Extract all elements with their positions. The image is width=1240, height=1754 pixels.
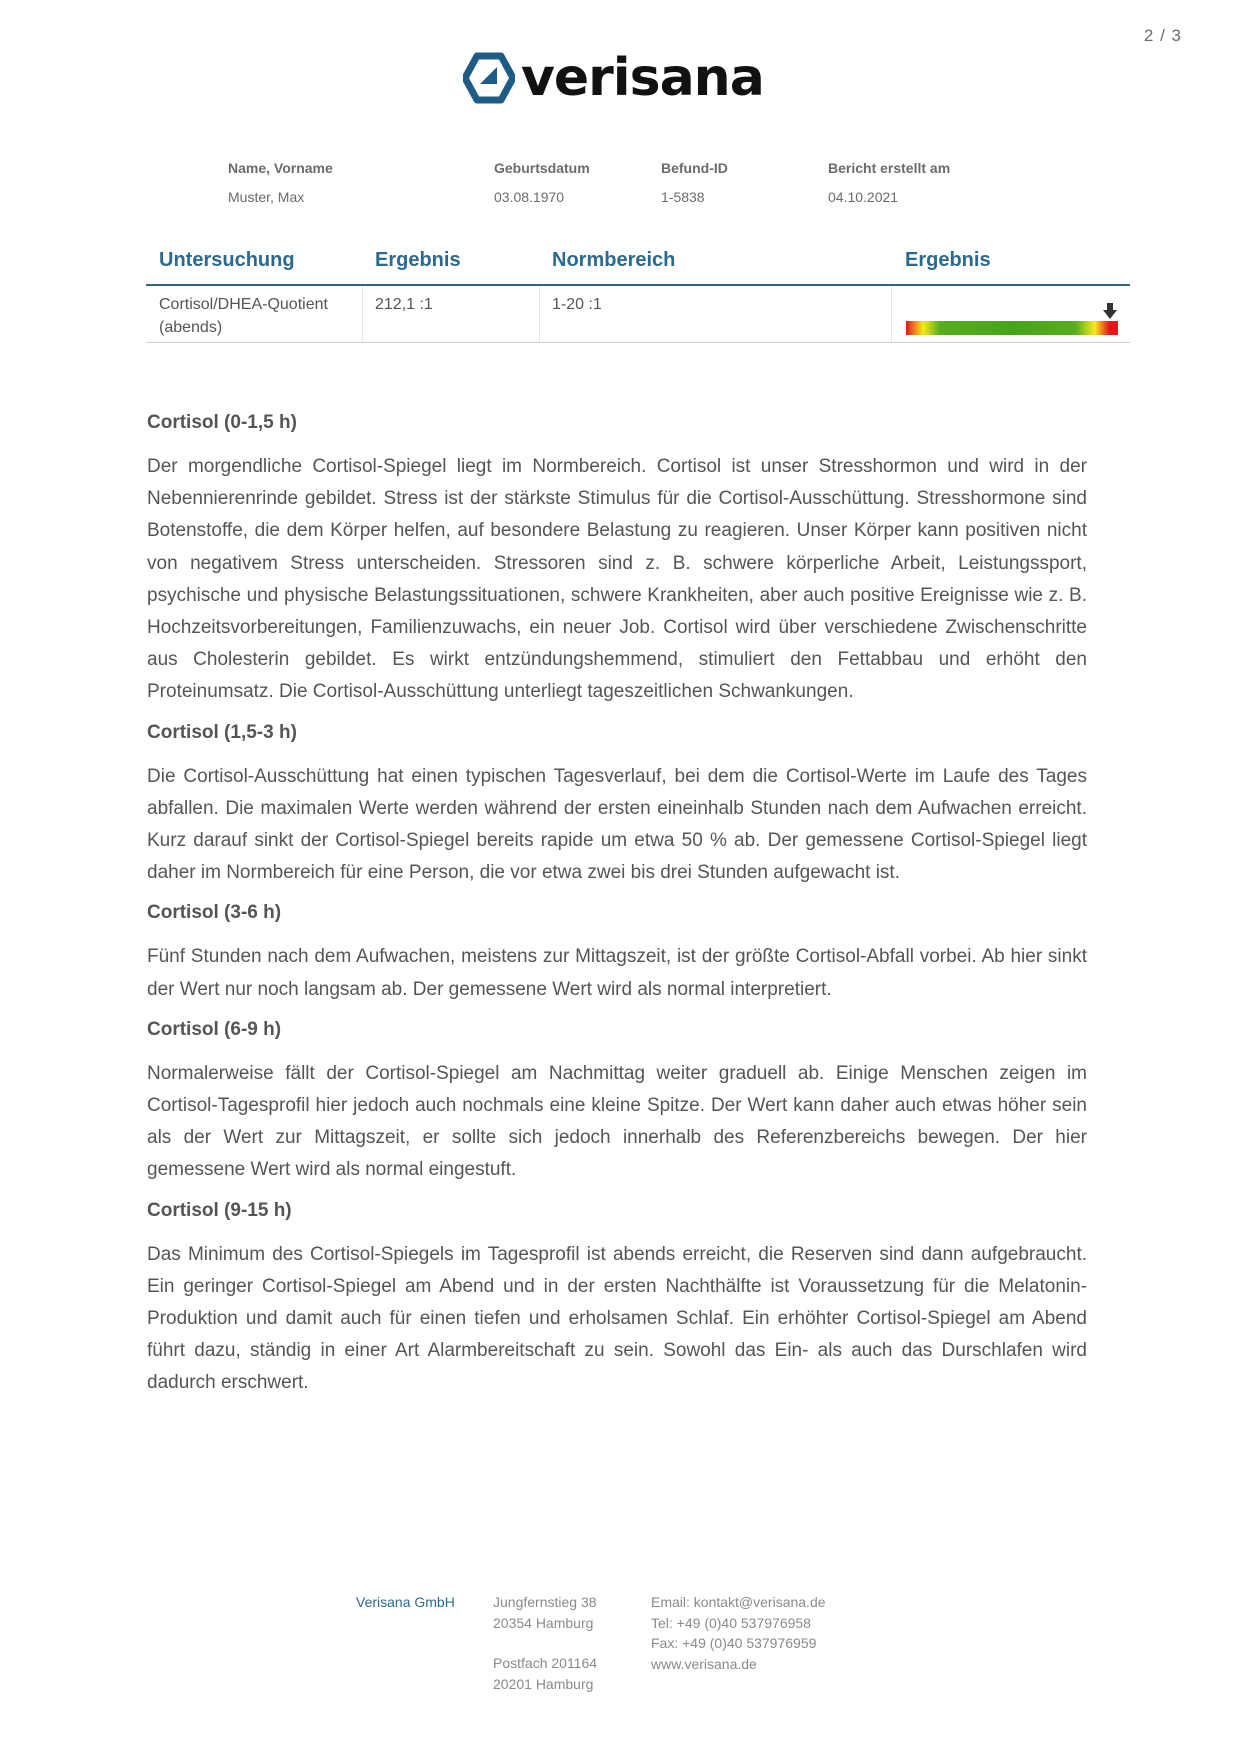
report-id-value: 1-5838 bbox=[661, 189, 705, 205]
section-title: Cortisol (9-15 h) bbox=[147, 1199, 292, 1221]
result-gauge-bar bbox=[906, 321, 1118, 335]
header-result: Ergebnis bbox=[375, 249, 461, 271]
header-reference-range: Normbereich bbox=[552, 249, 676, 271]
name-label: Name, Vorname bbox=[228, 160, 333, 176]
findings-text bbox=[147, 410, 1087, 1411]
footer-street: Jungfernstieg 38 bbox=[493, 1594, 597, 1610]
column-divider bbox=[539, 286, 540, 342]
dob-value: 03.08.1970 bbox=[494, 189, 565, 205]
report-id-field bbox=[661, 160, 728, 205]
verisana-logo bbox=[463, 48, 764, 108]
result-value: 212,1 :1 bbox=[375, 296, 433, 313]
logo-wordmark: verisana bbox=[521, 48, 764, 108]
section-title: Cortisol (3-6 h) bbox=[147, 902, 282, 924]
section-text: Das Minimum des Cortisol-Spiegels im Tagesprofil ist abends erreicht, die Reserven sind dann aufgebraucht. Ein geringer Cortisol-Spiegel am Abend und in der ersten Nachthälfte ist Voraussetzung für die Melatonin-Produktion und damit auch für einen tiefen und erholsamen Schlaf. Ein erhöhter Cortisol-Spiegel am Abend führt dazu, ständig in einer Art Alarmbereitschaft zu sein. Sowohl das Ein- als auch das Durschlafen wird dadurch erschwert. bbox=[147, 1243, 1087, 1394]
section-text: Fünf Stunden nach dem Aufwachen, meistens zur Mittagszeit, ist der größte Cortisol-Abfall vorbei. Ab hier sinkt der Wert nur noch langsam ab. Der gemessene Wert wird als normal interpretiert. bbox=[147, 946, 1087, 1000]
section-title: Cortisol (6-9 h) bbox=[147, 1018, 282, 1040]
footer-postbox-number: Postfach 201164 bbox=[493, 1655, 598, 1671]
footer-postbox-city: 20201 Hamburg bbox=[493, 1675, 594, 1692]
name-value: Muster, Max bbox=[228, 189, 305, 205]
table-row bbox=[146, 286, 1130, 343]
created-date-value: 04.10.2021 bbox=[828, 189, 899, 205]
header-result-gauge: Ergebnis bbox=[905, 249, 991, 271]
footer-fax: Fax: +49 (0)40 537976959 bbox=[651, 1635, 817, 1651]
test-name-detail: (abends) bbox=[159, 319, 223, 336]
report-id-label: Befund-ID bbox=[661, 160, 728, 176]
header-test: Untersuchung bbox=[159, 249, 295, 271]
reference-range-value: 1-20 :1 bbox=[552, 296, 602, 313]
page-number: 2 / 3 bbox=[1143, 26, 1182, 45]
test-name-cell bbox=[159, 293, 328, 339]
section-text: Der morgendliche Cortisol-Spiegel liegt im Normbereich. Cortisol ist unser Stresshormon und wird in der Nebennierenrinde gebildet. Stress ist der stärkste Stimulus für die Cortisol-Ausschüttung. Stresshormone sind Botenstoffe, die dem Körper helfen, auf besondere Belastung zu reagieren. Unser Körper kann positiven nicht von negativem Stress unterscheiden. Stressoren sind z. B. schwere körperliche Arbeit, Leistungssport, psychische und physische Belastungssituationen, schwere Krankheiten, aber auch positive Ereignisse wie z. B. Hochzeitsvorbereitungen, Familienzuwachs, ein neuer Job. Cortisol wird über verschiedene Zwischenschritte aus Cholesterin gebildet. Es wirkt entzündungshemmend, stimuliert den Fettabbau und erhöht den Proteinumsatz. Die Cortisol-Ausschüttung unterliegt tageszeitlichen Schwankungen. bbox=[147, 456, 1087, 703]
footer-email[interactable]: Email: kontakt@verisana.de bbox=[651, 1594, 826, 1610]
patient-info bbox=[0, 160, 1240, 220]
footer-website[interactable]: www.verisana.de bbox=[651, 1655, 757, 1672]
name-field bbox=[228, 160, 333, 205]
dob-label: Geburtsdatum bbox=[494, 160, 590, 176]
down-arrow-icon bbox=[1103, 303, 1117, 319]
created-date-label: Bericht erstellt am bbox=[828, 160, 951, 176]
column-divider bbox=[362, 286, 363, 342]
section-text: Normalerweise fällt der Cortisol-Spiegel am Nachmittag weiter graduell ab. Einige Menschen zeigen im Cortisol-Tagesprofil hier jedoch auch nochmals eine kleine Spitze. Der Wert kann daher auch etwas höher sein als der Wert zur Mittagszeit, er sollte sich jedoch innerhalb des Referenzbereichs bewegen. Der hier gemessene Wert wird als normal eingestuft. bbox=[147, 1062, 1087, 1181]
footer-postbox bbox=[493, 1653, 597, 1694]
section-title: Cortisol (0-1,5 h) bbox=[147, 412, 297, 433]
column-divider bbox=[891, 286, 892, 342]
footer-address bbox=[493, 1592, 597, 1633]
test-name: Cortisol/DHEA-Quotient bbox=[159, 296, 328, 313]
section-text: Die Cortisol-Ausschüttung hat einen typischen Tagesverlauf, bei dem die Cortisol-Werte im Laufe des Tages abfallen. Die maximalen Werte werden während der ersten eineinhalb Stunden nach dem Aufwachen erreicht. Kurz darauf sinkt der Cortisol-Spiegel bereits rapide um etwa 50 % ab. Der gemessene Cortisol-Spiegel liegt daher im Normbereich für eine Person, die vor etwa zwei bis drei Stunden aufgewacht ist. bbox=[147, 765, 1087, 884]
footer-city: 20354 Hamburg bbox=[493, 1614, 594, 1631]
footer-phone: Tel: +49 (0)40 537976958 bbox=[651, 1614, 811, 1631]
footer-contact bbox=[651, 1592, 826, 1674]
section-title: Cortisol (1,5-3 h) bbox=[147, 721, 297, 743]
dob-field bbox=[494, 160, 590, 205]
created-date-field bbox=[828, 160, 950, 205]
verisana-logo-icon bbox=[463, 52, 515, 104]
results-table bbox=[146, 246, 1130, 343]
results-table-header bbox=[146, 246, 1130, 286]
footer-company: Verisana GmbH bbox=[356, 1594, 455, 1610]
